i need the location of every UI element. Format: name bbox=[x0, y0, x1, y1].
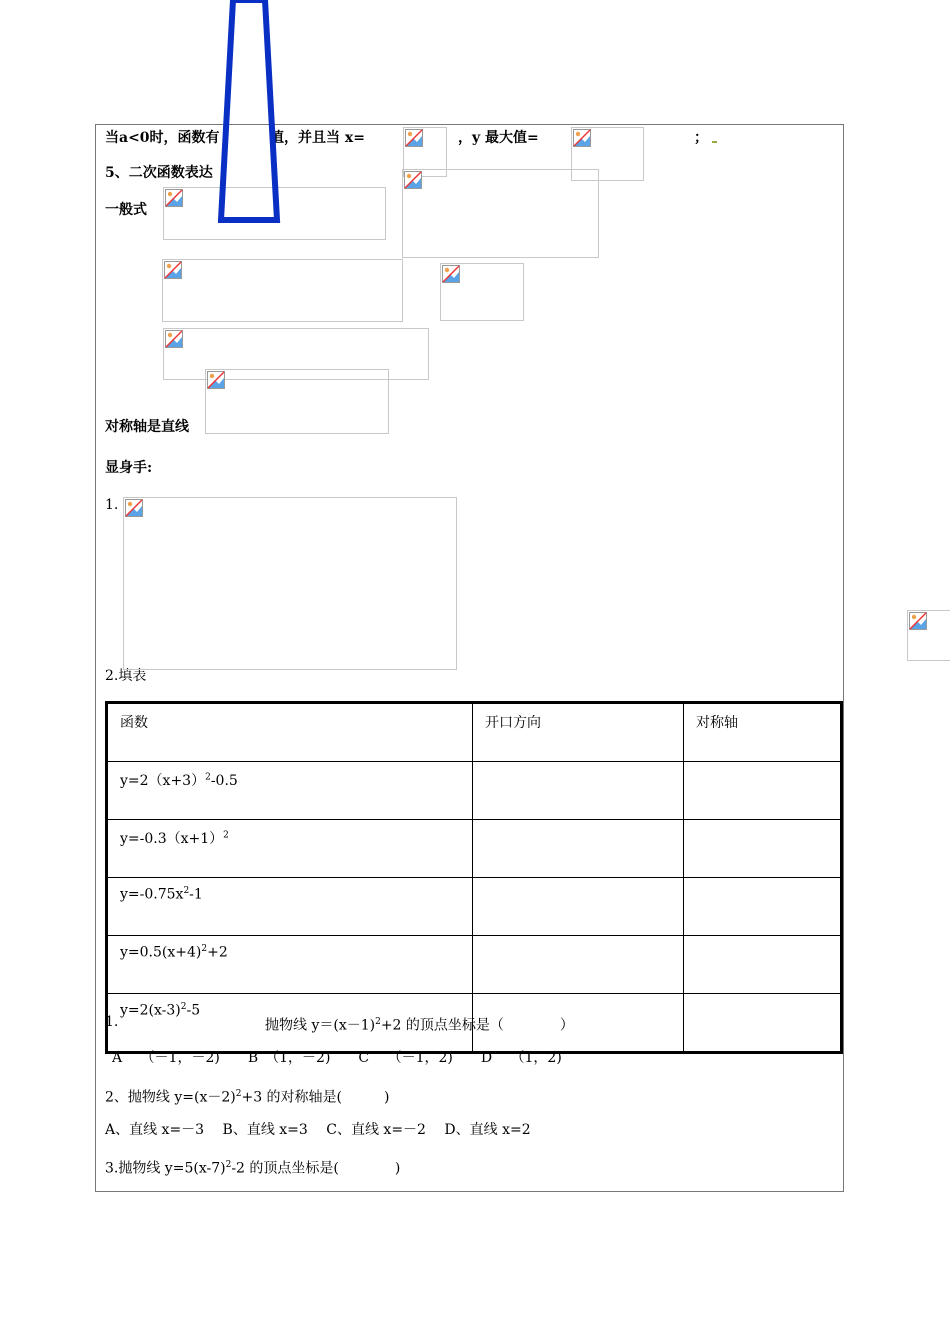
question-2-text: 2、抛物线 $y=(x-2)^2+3$ 的对称轴是( ) bbox=[105, 1089, 390, 1106]
broken-image-icon bbox=[404, 171, 422, 189]
question-1-text: 抛物线 $y=(x-1)^2+2$ 的顶点坐标是（ ） bbox=[265, 1017, 574, 1034]
formula-image bbox=[205, 369, 389, 434]
question-3-text: 3.抛物线 $y=5(x-7)^2-2$ 的顶点坐标是( ) bbox=[105, 1160, 401, 1177]
table-row bbox=[107, 878, 842, 936]
broken-image-icon bbox=[909, 612, 927, 630]
axis-line-label: 对称轴是直线 bbox=[105, 419, 189, 435]
header-symmetry-axis: 对称轴 bbox=[684, 703, 842, 762]
formula-image bbox=[402, 169, 599, 258]
margin-image bbox=[907, 610, 950, 661]
question-image bbox=[123, 497, 457, 670]
function-cell: $y=2(x+3)^2-0.5$ bbox=[107, 762, 473, 820]
max-line-d: ； bbox=[694, 130, 708, 146]
table-row bbox=[107, 820, 842, 878]
broken-image-icon bbox=[165, 189, 183, 207]
broken-image-icon bbox=[442, 265, 460, 283]
table-header-row bbox=[107, 703, 842, 762]
function-cell: $y=-0.3(x+1)^2$ bbox=[107, 820, 473, 878]
broken-image-icon bbox=[207, 371, 225, 389]
answer-cell[interactable] bbox=[473, 936, 684, 994]
question-1-options: A （－1，－2) B （1，－2) C （－1，2) D （1，2) bbox=[112, 1050, 562, 1066]
answer-cell[interactable] bbox=[473, 878, 684, 936]
broken-image-icon bbox=[405, 129, 423, 147]
answer-cell[interactable] bbox=[473, 762, 684, 820]
fill-table bbox=[105, 701, 843, 1054]
answer-cell[interactable] bbox=[684, 762, 842, 820]
question-number: 1. bbox=[105, 1014, 119, 1030]
table-row bbox=[107, 762, 842, 820]
answer-cell[interactable] bbox=[684, 994, 842, 1053]
forms-title: 5、二次函数表达 bbox=[105, 165, 213, 181]
function-cell: $y=0.5(x+4)^2+2$ bbox=[107, 936, 473, 994]
max-line-c: ，y 最大值= bbox=[458, 130, 539, 146]
max-line-a: 当a<0时，函数有 bbox=[105, 130, 220, 146]
show-title: 显身手: bbox=[105, 460, 153, 476]
answer-cell[interactable] bbox=[684, 936, 842, 994]
header-opening-direction: 开口方向 bbox=[473, 703, 684, 762]
function-cell: $y=-0.75x^2-1$ bbox=[107, 878, 473, 936]
broken-image-icon bbox=[125, 499, 143, 517]
question-1-number: 1. bbox=[105, 497, 119, 513]
broken-image-icon bbox=[164, 261, 182, 279]
function-cell: $y=2(x-3)^2-5$ bbox=[107, 994, 473, 1053]
marker-tick bbox=[712, 141, 717, 143]
question-2-options: A、直线 x=－3 B、直线 x=3 C、直线 x=－2 D、直线 x=2 bbox=[105, 1122, 531, 1138]
answer-cell[interactable] bbox=[684, 878, 842, 936]
fill-table-title: 2.填表 bbox=[105, 668, 147, 684]
formula-image bbox=[440, 263, 524, 321]
max-line-b: 值，并且当 x= bbox=[270, 130, 365, 146]
general-form-label: 一般式 bbox=[105, 202, 147, 218]
formula-image bbox=[162, 259, 403, 322]
header-function: 函数 bbox=[107, 703, 473, 762]
broken-image-icon bbox=[573, 129, 591, 147]
answer-cell[interactable] bbox=[473, 820, 684, 878]
funnel-shape bbox=[218, 0, 282, 226]
table-row bbox=[107, 936, 842, 994]
broken-image-icon bbox=[165, 330, 183, 348]
answer-cell[interactable] bbox=[684, 820, 842, 878]
